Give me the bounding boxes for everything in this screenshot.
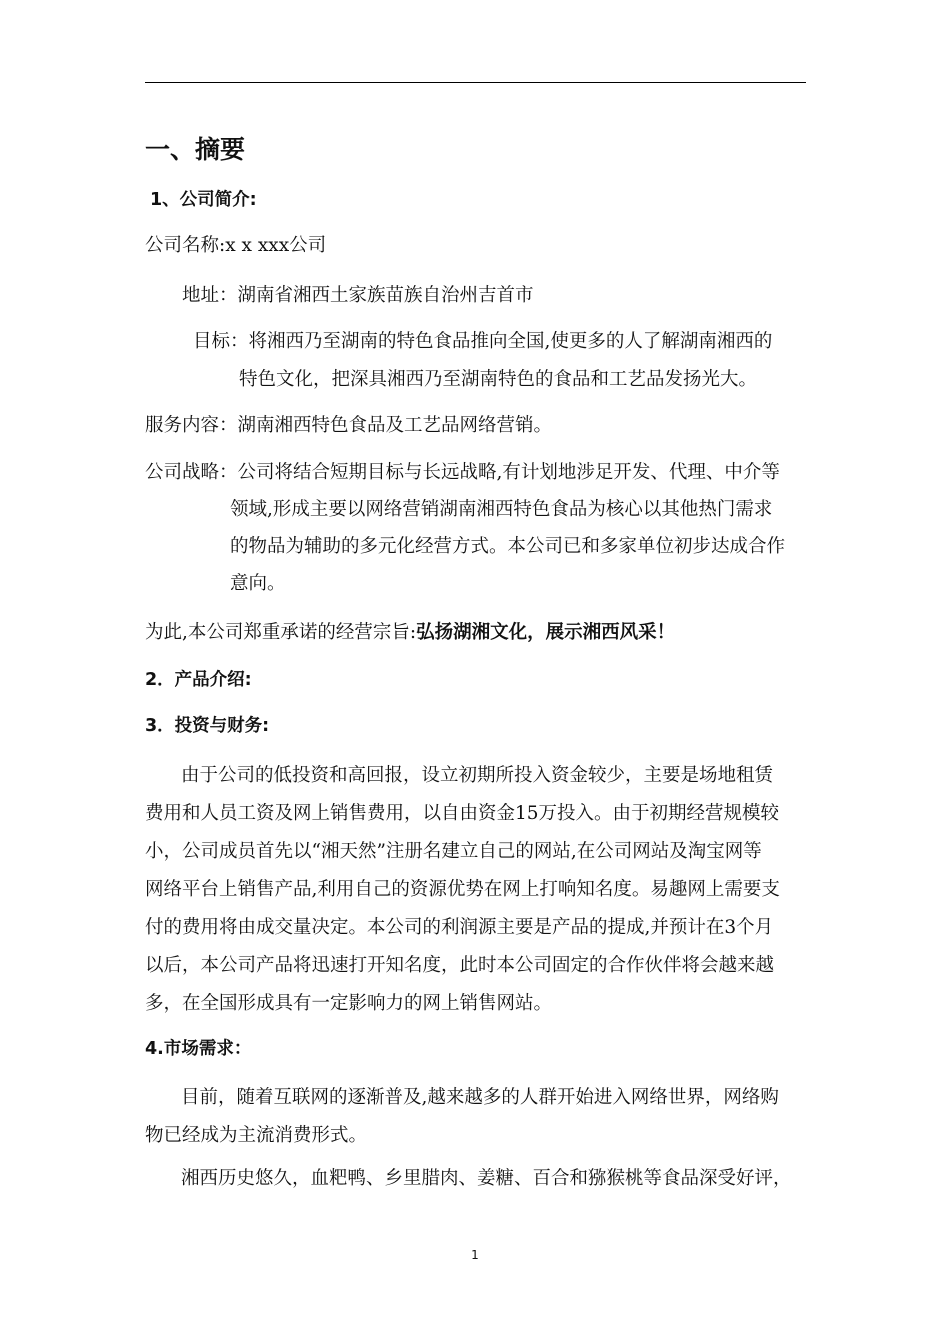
investment-paragraph-line: 付的费用将由成交量决定。本公司的利润源主要是产品的提成,并预计在3个月 xyxy=(145,917,774,938)
market-paragraph-line: 目前，随着互联网的逐渐普及,越来越多的人群开始进入网络世界，网络购 xyxy=(181,1087,779,1108)
company-name: 公司名称:x x xxx公司 xyxy=(145,235,327,256)
motto-slogan: 弘扬湖湘文化，展示湘西风采！ xyxy=(416,622,676,643)
company-strategy-line-2: 领域,形成主要以网络营销湖南湘西特色食品为核心以其他热门需求 xyxy=(230,499,773,520)
subsection-title-company-intro: 1、公司简介: xyxy=(150,190,257,210)
page-number: 1 xyxy=(471,1248,479,1262)
investment-paragraph-line: 以后，本公司产品将迅速打开知名度，此时本公司固定的合作伙伴将会越来越 xyxy=(145,955,775,976)
service-content: 服务内容：湖南湘西特色食品及工艺品网络营销。 xyxy=(145,415,553,436)
subsection-title-market: 4.市场需求： xyxy=(145,1039,252,1059)
company-goal-line-1: 目标：将湘西乃至湖南的特色食品推向全国,使更多的人了解湖南湘西的 xyxy=(193,331,773,352)
company-strategy-line-3: 的物品为辅助的多元化经营方式。本公司已和多家单位初步达成合作 xyxy=(230,536,786,557)
section-heading: 一、摘要 xyxy=(145,135,246,164)
business-motto xyxy=(145,621,675,645)
market-paragraph-line: 物已经成为主流消费形式。 xyxy=(145,1125,368,1146)
header-rule xyxy=(145,82,806,83)
investment-paragraph-line: 网络平台上销售产品,利用自己的资源优势在网上打响知名度。易趣网上需要支 xyxy=(145,879,780,900)
investment-paragraph-line: 由于公司的低投资和高回报，设立初期所投入资金较少，主要是场地租赁 xyxy=(181,765,774,786)
subsection-title-products: 2．产品介绍: xyxy=(145,670,252,690)
subsection-title-investment: 3．投资与财务: xyxy=(145,716,270,736)
market-paragraph-line: 湘西历史悠久，血粑鸭、乡里腊肉、姜糖、百合和猕猴桃等食品深受好评， xyxy=(181,1168,792,1189)
company-strategy-line-1: 公司战略：公司将结合短期目标与长远战略,有计划地涉足开发、代理、中介等 xyxy=(145,462,780,483)
investment-paragraph-line: 费用和人员工资及网上销售费用，以自由资金15万投入。由于初期经营规模较 xyxy=(145,803,780,824)
company-address: 地址：湖南省湘西土家族苗族自治州吉首市 xyxy=(182,285,534,306)
investment-paragraph-line: 小，公司成员首先以“湘天然”注册名建立自己的网站,在公司网站及淘宝网等 xyxy=(145,841,762,862)
investment-paragraph-line: 多，在全国形成具有一定影响力的网上销售网站。 xyxy=(145,993,553,1014)
company-goal-line-2: 特色文化，把深具湘西乃至湖南特色的食品和工艺品发扬光大。 xyxy=(239,369,758,390)
motto-prefix: 为此,本公司郑重承诺的经营宗旨: xyxy=(145,622,417,643)
company-strategy-line-4: 意向。 xyxy=(230,573,286,594)
